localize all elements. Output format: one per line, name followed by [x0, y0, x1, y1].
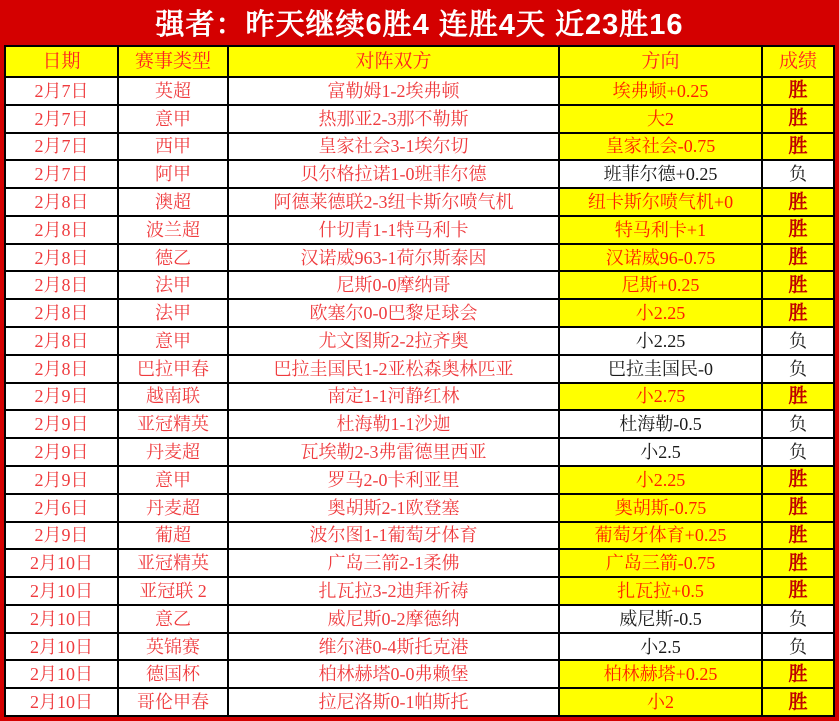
date-cell: 2月9日	[6, 467, 119, 495]
league-cell: 哥伦甲春	[119, 689, 229, 717]
league-cell: 意甲	[119, 106, 229, 134]
direction-cell: 威尼斯-0.5	[560, 606, 763, 634]
direction-cell: 杜海勒-0.5	[560, 411, 763, 439]
date-cell: 2月8日	[6, 328, 119, 356]
date-cell: 2月10日	[6, 661, 119, 689]
page-title: 强者：昨天继续6胜4 连胜4天 近23胜16	[155, 9, 684, 41]
match-cell: 威尼斯0-2摩德纳	[229, 606, 560, 634]
match-cell: 富勒姆1-2埃弗顿	[229, 78, 560, 106]
result-cell: 胜	[763, 495, 835, 523]
table-row	[6, 411, 835, 439]
league-cell: 巴拉甲春	[119, 356, 229, 384]
column-header-4: 成绩	[763, 47, 835, 78]
match-cell: 罗马2-0卡利亚里	[229, 467, 560, 495]
result-cell: 胜	[763, 661, 835, 689]
league-cell: 法甲	[119, 272, 229, 300]
league-cell: 亚冠精英	[119, 550, 229, 578]
results-table	[4, 45, 835, 717]
league-cell: 英锦赛	[119, 634, 229, 662]
match-cell: 南定1-1河静红林	[229, 384, 560, 412]
date-cell: 2月10日	[6, 550, 119, 578]
date-cell: 2月7日	[6, 78, 119, 106]
direction-cell: 葡萄牙体育+0.25	[560, 523, 763, 551]
direction-cell: 班菲尔德+0.25	[560, 161, 763, 189]
result-cell: 负	[763, 328, 835, 356]
result-cell: 胜	[763, 217, 835, 245]
column-header-0: 日期	[6, 47, 119, 78]
table-row	[6, 106, 835, 134]
direction-cell: 小2	[560, 689, 763, 717]
result-cell: 胜	[763, 78, 835, 106]
result-cell: 胜	[763, 189, 835, 217]
column-header-1: 赛事类型	[119, 47, 229, 78]
league-cell: 亚冠联 2	[119, 578, 229, 606]
league-cell: 越南联	[119, 384, 229, 412]
date-cell: 2月10日	[6, 606, 119, 634]
table-row	[6, 467, 835, 495]
direction-cell: 皇家社会-0.75	[560, 134, 763, 162]
match-cell: 广岛三箭2-1柔佛	[229, 550, 560, 578]
table-row	[6, 523, 835, 551]
table-row	[6, 189, 835, 217]
table-row	[6, 689, 835, 717]
result-cell: 胜	[763, 300, 835, 328]
match-cell: 奥胡斯2-1欧登塞	[229, 495, 560, 523]
date-cell: 2月10日	[6, 634, 119, 662]
table-row	[6, 550, 835, 578]
result-cell: 胜	[763, 467, 835, 495]
result-cell: 胜	[763, 550, 835, 578]
date-cell: 2月6日	[6, 495, 119, 523]
match-cell: 尤文图斯2-2拉齐奥	[229, 328, 560, 356]
date-cell: 2月8日	[6, 300, 119, 328]
result-cell: 胜	[763, 523, 835, 551]
match-cell: 汉诺威963-1荷尔斯泰因	[229, 245, 560, 273]
date-cell: 2月9日	[6, 411, 119, 439]
direction-cell: 特马利卡+1	[560, 217, 763, 245]
match-cell: 柏林赫塔0-0弗赖堡	[229, 661, 560, 689]
direction-cell: 小2.5	[560, 634, 763, 662]
direction-cell: 扎瓦拉+0.5	[560, 578, 763, 606]
league-cell: 英超	[119, 78, 229, 106]
table-row	[6, 161, 835, 189]
direction-cell: 广岛三箭-0.75	[560, 550, 763, 578]
direction-cell: 埃弗顿+0.25	[560, 78, 763, 106]
table-row	[6, 78, 835, 106]
table-row	[6, 300, 835, 328]
match-cell: 瓦埃勒2-3弗雷德里西亚	[229, 439, 560, 467]
direction-cell: 汉诺威96-0.75	[560, 245, 763, 273]
date-cell: 2月10日	[6, 689, 119, 717]
table-row	[6, 661, 835, 689]
table-row	[6, 272, 835, 300]
result-cell: 负	[763, 634, 835, 662]
match-cell: 欧塞尔0-0巴黎足球会	[229, 300, 560, 328]
column-header-2: 对阵双方	[229, 47, 560, 78]
match-cell: 贝尔格拉诺1-0班菲尔德	[229, 161, 560, 189]
table-row	[6, 495, 835, 523]
league-cell: 波兰超	[119, 217, 229, 245]
match-cell: 巴拉圭国民1-2亚松森奥林匹亚	[229, 356, 560, 384]
result-cell: 胜	[763, 245, 835, 273]
direction-cell: 巴拉圭国民-0	[560, 356, 763, 384]
date-cell: 2月10日	[6, 578, 119, 606]
date-cell: 2月8日	[6, 356, 119, 384]
league-cell: 法甲	[119, 300, 229, 328]
league-cell: 意乙	[119, 606, 229, 634]
match-cell: 皇家社会3-1埃尔切	[229, 134, 560, 162]
league-cell: 德乙	[119, 245, 229, 273]
table-row	[6, 578, 835, 606]
date-cell: 2月9日	[6, 439, 119, 467]
date-cell: 2月9日	[6, 384, 119, 412]
result-cell: 胜	[763, 272, 835, 300]
result-cell: 负	[763, 161, 835, 189]
date-cell: 2月8日	[6, 217, 119, 245]
header-row	[6, 47, 835, 78]
direction-cell: 小2.25	[560, 328, 763, 356]
direction-cell: 小2.5	[560, 439, 763, 467]
result-cell: 负	[763, 356, 835, 384]
match-cell: 什切青1-1特马利卡	[229, 217, 560, 245]
match-cell: 杜海勒1-1沙迦	[229, 411, 560, 439]
date-cell: 2月8日	[6, 272, 119, 300]
table-row	[6, 217, 835, 245]
league-cell: 意甲	[119, 328, 229, 356]
date-cell: 2月8日	[6, 189, 119, 217]
table-row	[6, 328, 835, 356]
result-cell: 胜	[763, 106, 835, 134]
league-cell: 德国杯	[119, 661, 229, 689]
result-cell: 负	[763, 411, 835, 439]
result-cell: 胜	[763, 384, 835, 412]
league-cell: 丹麦超	[119, 439, 229, 467]
league-cell: 亚冠精英	[119, 411, 229, 439]
column-header-3: 方向	[560, 47, 763, 78]
table-row	[6, 439, 835, 467]
match-cell: 扎瓦拉3-2迪拜祈祷	[229, 578, 560, 606]
result-cell: 胜	[763, 134, 835, 162]
table-row	[6, 384, 835, 412]
direction-cell: 奥胡斯-0.75	[560, 495, 763, 523]
date-cell: 2月9日	[6, 523, 119, 551]
direction-cell: 尼斯+0.25	[560, 272, 763, 300]
direction-cell: 柏林赫塔+0.25	[560, 661, 763, 689]
result-cell: 胜	[763, 689, 835, 717]
table-row	[6, 634, 835, 662]
result-cell: 负	[763, 439, 835, 467]
date-cell: 2月7日	[6, 134, 119, 162]
result-cell: 胜	[763, 578, 835, 606]
result-cell: 负	[763, 606, 835, 634]
match-cell: 波尔图1-1葡萄牙体育	[229, 523, 560, 551]
match-cell: 尼斯0-0摩纳哥	[229, 272, 560, 300]
match-cell: 阿德莱德联2-3纽卡斯尔喷气机	[229, 189, 560, 217]
league-cell: 意甲	[119, 467, 229, 495]
league-cell: 丹麦超	[119, 495, 229, 523]
date-cell: 2月7日	[6, 161, 119, 189]
date-cell: 2月7日	[6, 106, 119, 134]
match-cell: 拉尼洛斯0-1帕斯托	[229, 689, 560, 717]
direction-cell: 纽卡斯尔喷气机+0	[560, 189, 763, 217]
table-row	[6, 606, 835, 634]
table-body	[6, 78, 835, 717]
league-cell: 澳超	[119, 189, 229, 217]
match-cell: 维尔港0-4斯托克港	[229, 634, 560, 662]
table-row	[6, 134, 835, 162]
table-row	[6, 356, 835, 384]
league-cell: 阿甲	[119, 161, 229, 189]
direction-cell: 小2.25	[560, 300, 763, 328]
date-cell: 2月8日	[6, 245, 119, 273]
league-cell: 葡超	[119, 523, 229, 551]
table-row	[6, 245, 835, 273]
league-cell: 西甲	[119, 134, 229, 162]
direction-cell: 大2	[560, 106, 763, 134]
match-cell: 热那亚2-3那不勒斯	[229, 106, 560, 134]
direction-cell: 小2.25	[560, 467, 763, 495]
direction-cell: 小2.75	[560, 384, 763, 412]
